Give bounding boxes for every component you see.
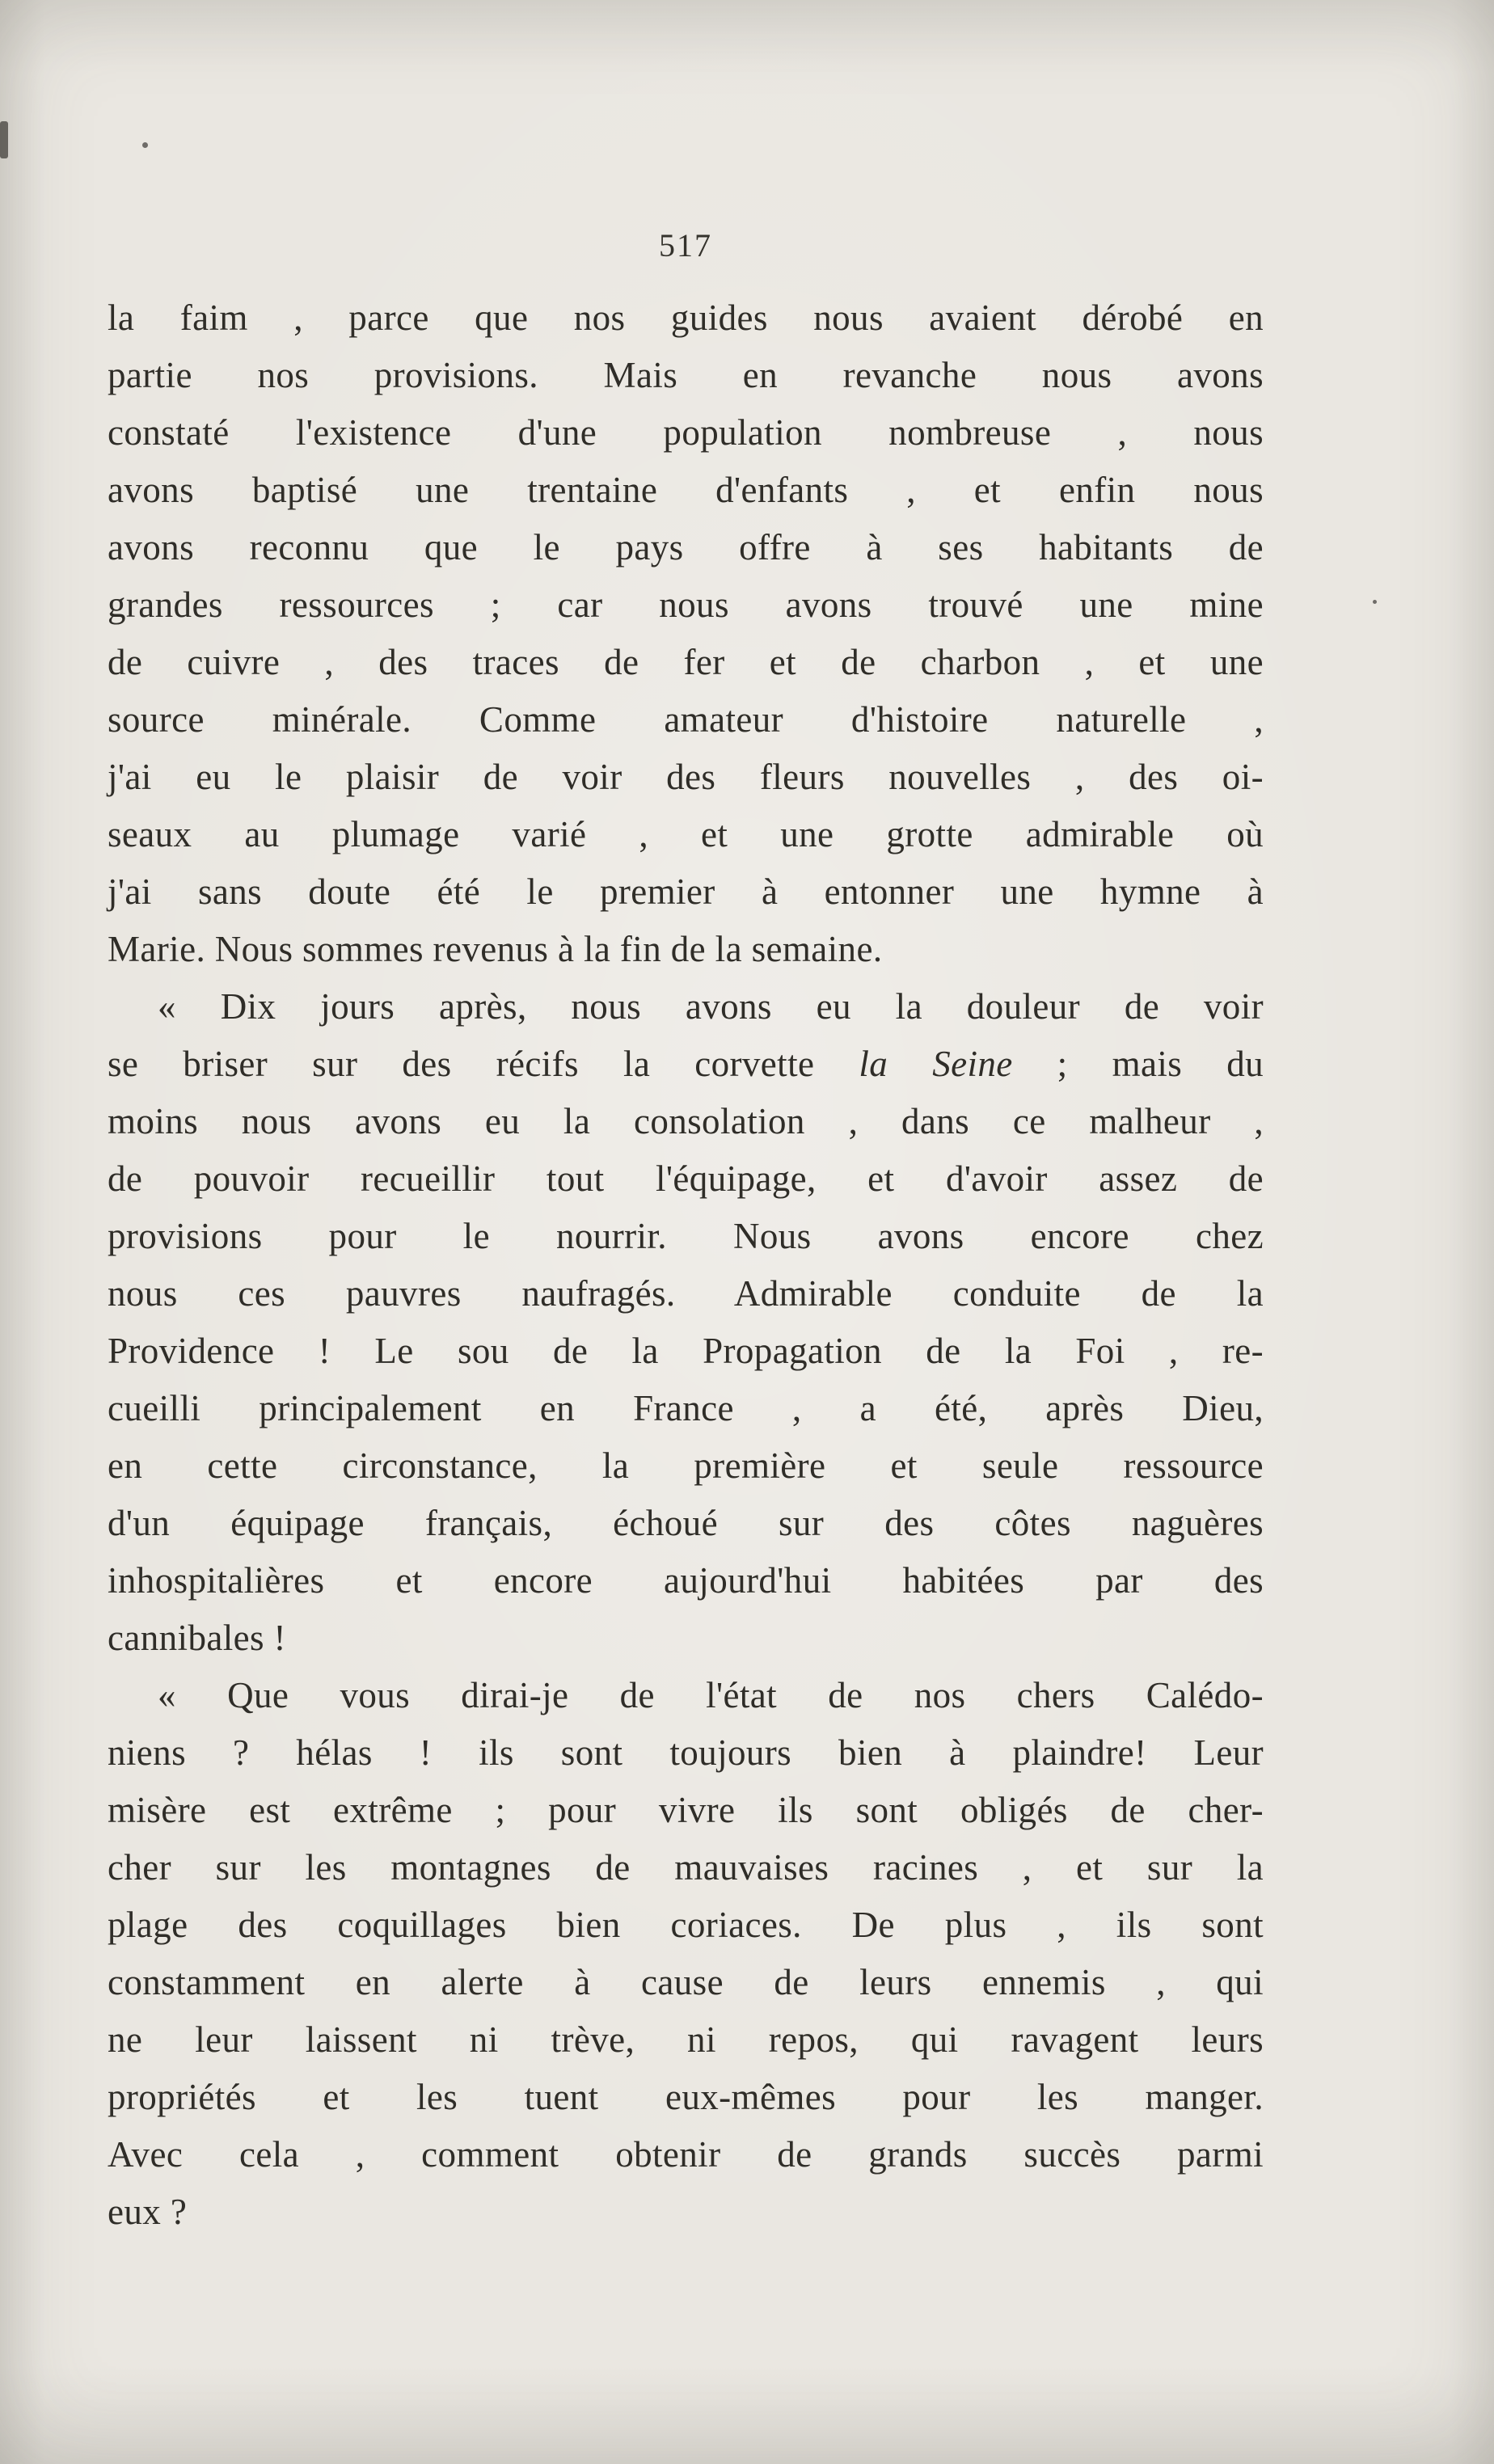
text-line: propriétés et les tuent eux-mêmes pour les manger. <box>108 2077 1264 2117</box>
text-line: plage des coquillages bien coriaces. De plus , ils sont <box>108 1905 1264 1945</box>
text-line: inhospitalières et encore aujourd'hui habitées par des <box>108 1560 1264 1601</box>
text-line: ne leur laissent ni trève, ni repos, qui ravagent leurs <box>108 2019 1264 2060</box>
text-line: partie nos provisions. Mais en revanche nous avons <box>108 355 1264 395</box>
text-line: provisions pour le nourrir. Nous avons encore chez <box>108 1216 1264 1256</box>
text-line: constamment en alerte à cause de leurs ennemis , qui <box>108 1962 1264 2002</box>
text-line: moins nous avons eu la consolation , dans ce malheur , <box>108 1101 1264 1141</box>
text-line: de pouvoir recueillir tout l'équipage, et d'avoir assez de <box>108 1158 1264 1199</box>
text-line: la faim , parce que nos guides nous avaient dérobé en <box>108 297 1264 338</box>
text-line: avons baptisé une trentaine d'enfants , et enfin nous <box>108 470 1264 510</box>
text-line: nous ces pauvres naufragés. Admirable conduite de la <box>108 1273 1264 1314</box>
text-line: eux ? <box>108 2192 188 2232</box>
text-line: « Que vous dirai-je de l'état de nos chers Calédo- <box>158 1675 1264 1715</box>
text-line: d'un équipage français, échoué sur des côtes naguères <box>108 1503 1264 1543</box>
scan-artifact <box>0 121 8 158</box>
text-line: Providence ! Le sou de la Propagation de la Foi , re- <box>108 1331 1264 1371</box>
text-line: grandes ressources ; car nous avons trouvé une mine <box>108 584 1264 625</box>
text-line: « Dix jours après, nous avons eu la douleur de voir <box>158 986 1264 1027</box>
text-line: cannibales ! <box>108 1618 286 1658</box>
text-line: j'ai eu le plaisir de voir des fleurs nouvelles , des oi- <box>108 757 1264 797</box>
text-line: Marie. Nous sommes revenus à la fin de la semaine. <box>108 929 883 969</box>
text-line: source minérale. Comme amateur d'histoire naturelle , <box>108 699 1264 740</box>
text-line: constaté l'existence d'une population nombreuse , nous <box>108 412 1264 453</box>
body-text <box>108 289 1264 2241</box>
text-line: en cette circonstance, la première et seule ressource <box>108 1445 1264 1486</box>
italic-ship-name: la Seine <box>859 1044 1013 1084</box>
text-line: avons reconnu que le pays offre à ses habitants de <box>108 527 1264 567</box>
text-line: Avec cela , comment obtenir de grands succès parmi <box>108 2134 1264 2175</box>
scan-speck <box>142 142 148 148</box>
text-line: cher sur les montagnes de mauvaises racines , et sur la <box>108 1847 1264 1888</box>
text-line: cueilli principalement en France , a été, après Dieu, <box>108 1388 1264 1428</box>
text-line: niens ? hélas ! ils sont toujours bien à plaindre! Leur <box>108 1732 1264 1773</box>
text-line: j'ai sans doute été le premier à entonner une hymne à <box>108 871 1264 912</box>
text-line: misère est extrême ; pour vivre ils sont obligés de cher- <box>108 1790 1264 1830</box>
scan-speck <box>1373 600 1377 604</box>
text-line: se briser sur des récifs la corvette la Seine ; mais du <box>108 1044 1264 1084</box>
page-number: 517 <box>659 227 712 264</box>
text-line: de cuivre , des traces de fer et de charbon , et une <box>108 642 1264 682</box>
text-line: seaux au plumage varié , et une grotte admirable où <box>108 814 1264 854</box>
